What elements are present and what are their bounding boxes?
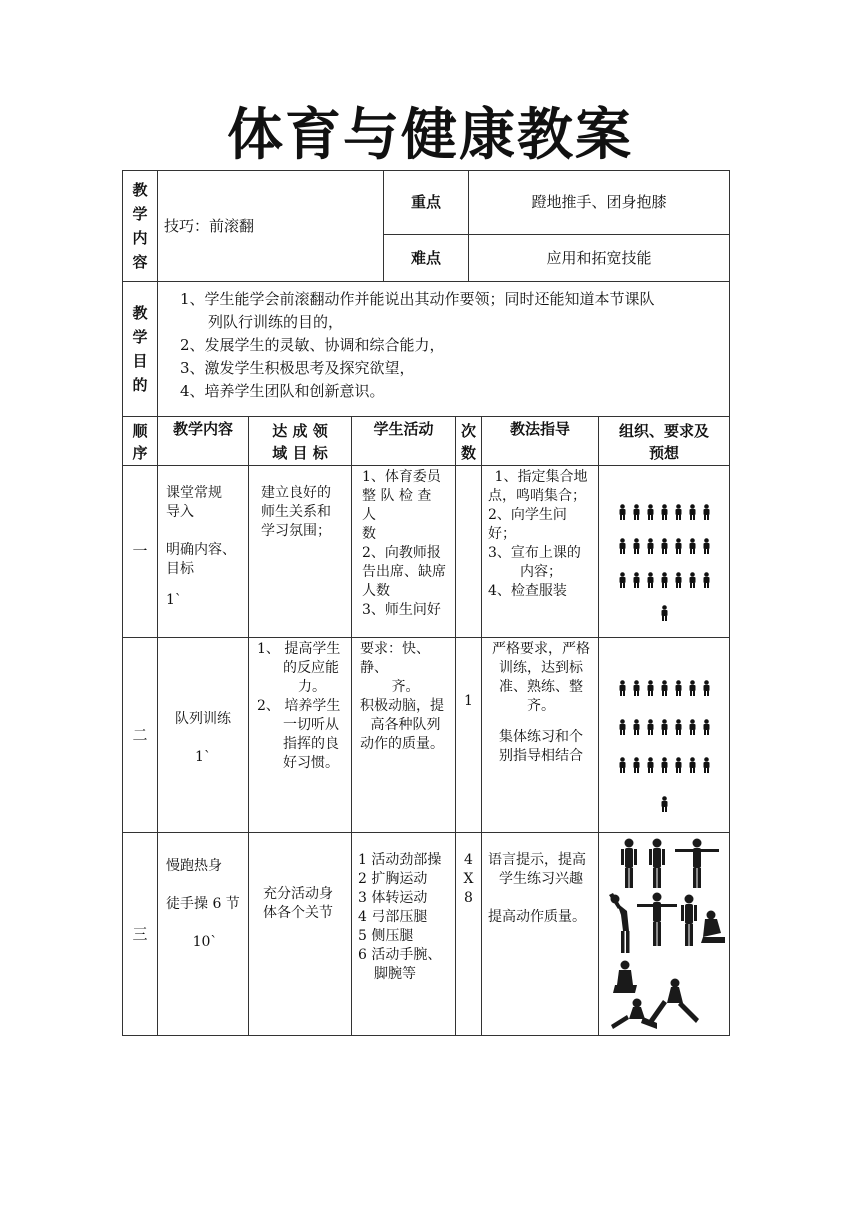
label-char: 学 bbox=[132, 328, 148, 346]
row-3-activity-line: 3 体转运动 bbox=[358, 890, 428, 906]
row-1-activity-line: 人数 bbox=[362, 583, 390, 599]
student-icon bbox=[674, 538, 683, 570]
row-1-content-line: 1` bbox=[166, 592, 182, 608]
row-1-method-line: 4、检查服装 bbox=[488, 583, 567, 599]
row-1-formation bbox=[598, 465, 730, 638]
row-2-content-gap bbox=[158, 729, 248, 748]
row-1-content-line: 导入 bbox=[166, 504, 194, 520]
key-value: 蹬地推手、团身抱膝 bbox=[468, 170, 730, 235]
col-activity: 学生活动 bbox=[351, 416, 456, 466]
col-order-char: 序 bbox=[132, 444, 148, 462]
row-1-activity-line: 告出席、缺席 bbox=[362, 564, 446, 580]
row-2-method-line: 集体练习和个 bbox=[499, 729, 583, 745]
student-icon bbox=[660, 572, 669, 604]
row-1-method-line: 3、宣布上课的 bbox=[488, 545, 581, 561]
row-1-activity-line: 3、师生问好 bbox=[362, 602, 441, 618]
content-label bbox=[122, 170, 158, 282]
row-3-content-gap bbox=[166, 876, 244, 895]
warmup-exercise-figures bbox=[599, 833, 729, 1033]
row-3-activity-line: 5 侧压腿 bbox=[358, 928, 414, 944]
row-3-content bbox=[157, 832, 249, 1036]
row-3-activity-line: 脚腕等 bbox=[374, 966, 416, 982]
student-icon bbox=[674, 680, 683, 717]
student-icon bbox=[632, 572, 641, 604]
objectives-label bbox=[122, 281, 158, 417]
student-icon bbox=[702, 504, 711, 536]
content-value: 技巧：前滚翻 bbox=[157, 170, 384, 282]
student-icon bbox=[618, 572, 627, 604]
student-icon bbox=[674, 719, 683, 756]
student-icon bbox=[632, 680, 641, 717]
row-1-goal bbox=[248, 465, 352, 638]
row-3-times-char: 4 bbox=[464, 852, 473, 868]
row-1-content-gap bbox=[166, 522, 242, 541]
row-2-content bbox=[157, 637, 249, 833]
row-1-method bbox=[481, 465, 599, 638]
student-icon bbox=[618, 680, 627, 717]
row-3-times-char: 8 bbox=[464, 890, 473, 906]
row-3-content-line: 徒手操 6 节 bbox=[166, 896, 240, 912]
row-2-method-line: 准、熟练、整齐。 bbox=[499, 679, 583, 714]
row-1-method-line: 点，鸣哨集合； bbox=[488, 488, 586, 504]
difficulty-value: 应用和拓宽技能 bbox=[468, 234, 730, 282]
row-2-goal-line: 好习惯。 bbox=[283, 755, 339, 771]
student-icon bbox=[660, 504, 669, 536]
col-order bbox=[122, 416, 158, 466]
row-3-order: 三 bbox=[122, 832, 158, 1036]
row-1-content-line: 明确内容、 bbox=[166, 542, 236, 558]
row-1-activity-line: 整 队 检 查 人 bbox=[362, 488, 432, 523]
teacher-icon bbox=[612, 796, 716, 833]
row-2-goal-line: 的反应能 bbox=[283, 660, 339, 676]
row-1-goal-line: 师生关系和 bbox=[261, 504, 331, 520]
student-icon bbox=[660, 757, 669, 794]
student-icon bbox=[646, 538, 655, 570]
row-1-content-line: 课堂常规 bbox=[166, 485, 222, 501]
label-char: 容 bbox=[132, 253, 148, 271]
student-icon bbox=[632, 504, 641, 536]
row-3-method-line: 提高动作质量。 bbox=[488, 909, 586, 925]
row-2-content-line: 队列训练 bbox=[175, 711, 231, 727]
objective-item: 4、培养学生团队和创新意识。 bbox=[180, 382, 385, 400]
row-1-method-line: 2、向学生问好； bbox=[488, 507, 567, 542]
row-3-content-line: 10` bbox=[192, 934, 218, 950]
student-icon bbox=[632, 538, 641, 570]
row-2-method-line: 训练，达到标 bbox=[499, 660, 583, 676]
objectives-list bbox=[157, 281, 730, 417]
row-2-activity-line: 动作的质量。 bbox=[360, 736, 444, 752]
row-3-goal-line: 充分活动身 bbox=[263, 886, 333, 902]
row-2-order: 二 bbox=[122, 637, 158, 833]
student-icon bbox=[702, 572, 711, 604]
row-2-formation bbox=[598, 637, 730, 833]
row-2-content-line: 1` bbox=[195, 749, 211, 765]
row-3-content-line: 慢跑热身 bbox=[166, 858, 222, 874]
row-2-goal bbox=[248, 637, 352, 833]
col-goal bbox=[248, 416, 352, 466]
row-2-activity-line: 要求：快、静、 bbox=[360, 641, 430, 676]
row-2-goal-line: 指挥的良 bbox=[283, 736, 339, 752]
col-order-char: 顺 bbox=[132, 422, 148, 440]
student-icon bbox=[618, 538, 627, 570]
row-3-method bbox=[481, 832, 599, 1036]
row-2-method-gap bbox=[488, 716, 594, 728]
row-2-method bbox=[481, 637, 599, 833]
row-2-times: 1 bbox=[455, 637, 482, 833]
row-1-order: 一 bbox=[122, 465, 158, 638]
col-goal-line: 域 目 标 bbox=[272, 444, 328, 462]
row-3-goal-line: 体各个关节 bbox=[263, 905, 333, 921]
row-3-method-gap bbox=[488, 889, 594, 908]
row-3-content-gap bbox=[166, 914, 244, 933]
page-title: 体育与健康教案 bbox=[227, 103, 633, 168]
objective-item: 列队行训练的目的， bbox=[208, 313, 344, 331]
row-3-method-line: 语言提示，提高 bbox=[488, 852, 586, 868]
row-1-content bbox=[157, 465, 249, 638]
row-3-times bbox=[455, 832, 482, 1036]
objective-item: 1、学生能学会前滚翻动作并能说出其动作要领；同时还能知道本节课队 bbox=[180, 290, 655, 308]
col-org-line: 组织、要求及 bbox=[618, 422, 709, 440]
row-1-content-line: 目标 bbox=[166, 561, 194, 577]
row-2-activity-line: 积极动脑，提 bbox=[360, 698, 444, 714]
lesson-plan-table bbox=[122, 170, 730, 1036]
student-icon bbox=[646, 504, 655, 536]
student-icon bbox=[674, 504, 683, 536]
row-1-goal-line: 学习氛围； bbox=[261, 523, 331, 539]
row-2-goal-line: 力。 bbox=[298, 679, 326, 695]
difficulty-label: 难点 bbox=[383, 234, 469, 282]
col-times bbox=[455, 416, 482, 466]
student-icon bbox=[688, 572, 697, 604]
row-1-activity bbox=[351, 465, 456, 638]
student-icon bbox=[618, 504, 627, 536]
row-1-content-gap bbox=[166, 579, 242, 591]
row-1-activity-line: 数 bbox=[362, 526, 376, 542]
row-3-times-char: X bbox=[463, 871, 474, 887]
student-formation-figure bbox=[612, 504, 716, 637]
row-3-activity-line: 6 活动手腕、 bbox=[358, 947, 442, 963]
row-1-activity-line: 2、向教师报 bbox=[362, 545, 441, 561]
student-icon bbox=[646, 757, 655, 794]
student-icon bbox=[660, 680, 669, 717]
student-icon bbox=[618, 719, 627, 756]
col-method: 教法指导 bbox=[481, 416, 599, 466]
student-icon bbox=[702, 538, 711, 570]
row-3-activity-line: 1 活动劲部操 bbox=[358, 852, 442, 868]
student-icon bbox=[632, 757, 641, 794]
student-formation-figure bbox=[612, 680, 716, 832]
student-icon bbox=[702, 719, 711, 756]
label-char: 目 bbox=[132, 352, 148, 370]
col-goal-line: 达 成 领 bbox=[272, 422, 328, 440]
label-char: 内 bbox=[132, 229, 148, 247]
row-2-method-line: 严格要求，严格 bbox=[492, 641, 590, 657]
col-times-char: 数 bbox=[460, 444, 476, 462]
row-1-method-line: 内容； bbox=[520, 564, 562, 580]
row-1-goal-line: 建立良好的 bbox=[261, 485, 331, 501]
col-times-char: 次 bbox=[460, 422, 476, 440]
row-1-times bbox=[455, 465, 482, 638]
row-2-goal-line: 1、 提高学生 bbox=[257, 641, 341, 657]
row-1-method-line: 1、指定集合地 bbox=[494, 469, 588, 485]
row-2-activity bbox=[351, 637, 456, 833]
key-label: 重点 bbox=[383, 170, 469, 235]
student-icon bbox=[688, 680, 697, 717]
row-1-activity-line: 1、体育委员 bbox=[362, 469, 441, 485]
student-icon bbox=[702, 680, 711, 717]
objective-item: 3、激发学生积极思考及探究欲望， bbox=[180, 359, 415, 377]
objective-item: 2、发展学生的灵敏、协调和综合能力， bbox=[180, 336, 445, 354]
student-icon bbox=[646, 719, 655, 756]
student-icon bbox=[688, 719, 697, 756]
row-3-goal bbox=[248, 832, 352, 1036]
col-content: 教学内容 bbox=[157, 416, 249, 466]
row-2-activity-line: 高各种队列 bbox=[370, 717, 441, 733]
col-org bbox=[598, 416, 730, 466]
student-icon bbox=[702, 757, 711, 794]
label-char: 教 bbox=[132, 304, 148, 322]
row-3-activity-line: 4 弓部压腿 bbox=[358, 909, 428, 925]
student-icon bbox=[688, 504, 697, 536]
label-char: 的 bbox=[132, 376, 148, 394]
student-icon bbox=[632, 719, 641, 756]
row-2-goal-line: 2、 培养学生 bbox=[257, 698, 341, 714]
label-char: 学 bbox=[132, 205, 148, 223]
row-2-activity-line: 齐。 bbox=[391, 679, 420, 695]
student-icon bbox=[646, 572, 655, 604]
col-org-line: 预想 bbox=[648, 444, 679, 462]
student-icon bbox=[688, 757, 697, 794]
student-icon bbox=[646, 680, 655, 717]
student-icon bbox=[660, 719, 669, 756]
row-3-exercise-illustration bbox=[598, 832, 730, 1036]
student-icon bbox=[618, 757, 627, 794]
row-3-activity bbox=[351, 832, 456, 1036]
student-icon bbox=[674, 572, 683, 604]
row-3-method-line: 学生练习兴趣 bbox=[499, 871, 583, 887]
teacher-icon bbox=[612, 605, 716, 637]
student-icon bbox=[674, 757, 683, 794]
row-2-method-line: 别指导相结合 bbox=[499, 748, 583, 764]
label-char: 教 bbox=[132, 181, 148, 199]
student-icon bbox=[688, 538, 697, 570]
student-icon bbox=[660, 538, 669, 570]
row-3-activity-line: 2 扩胸运动 bbox=[358, 871, 428, 887]
row-2-goal-line: 一切听从 bbox=[283, 717, 339, 733]
